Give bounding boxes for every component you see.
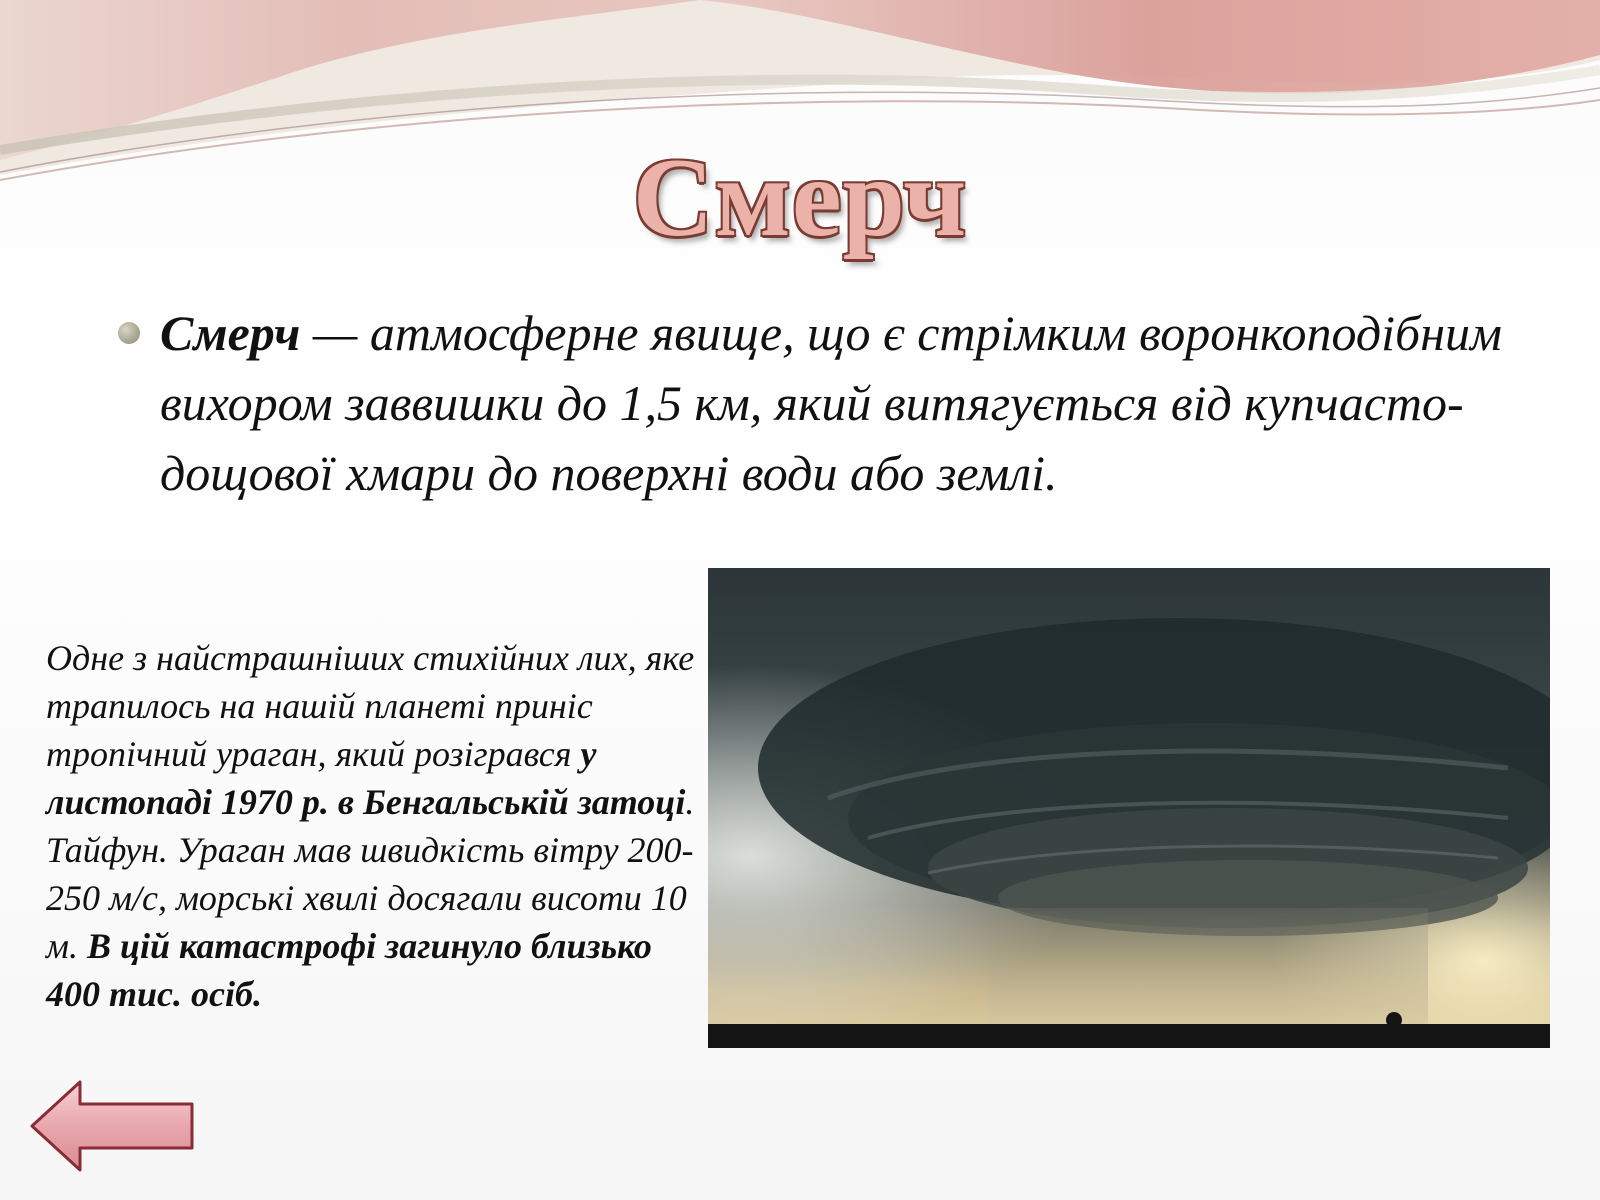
typhoon-note-casualties: В цій катастрофі загинуло близько 400 тис. осіб. <box>46 926 652 1014</box>
typhoon-note-part1: Одне з найстрашніших стихійних лих, яке трапилось на нашій планеті приніс тропічний ураган, який розігрався <box>46 638 695 774</box>
typhoon-note-part3: . Тайфун. Ураган мав швидкість вітру 200-250 м/с, морські хвилі досягали висоти 10 м. <box>46 782 695 966</box>
definition-term: Смерч <box>160 305 301 361</box>
slide-title: Смерч <box>632 136 968 260</box>
storm-illustration <box>708 568 1550 1048</box>
typhoon-note <box>46 634 696 1018</box>
bullet-dot-icon <box>118 322 140 344</box>
definition-body: — атмосферне явище, що є стрімким воронкоподібним вихором заввишки до 1,5 км, який витягується від купчасто-дощової хмари до поверхні води або землі. <box>160 305 1502 501</box>
typhoon-note-location: у листопаді 1970 р. в Бенгальській затоці <box>46 734 686 822</box>
back-button[interactable] <box>28 1078 198 1174</box>
supercell-storm-photo <box>708 568 1550 1048</box>
definition-text <box>160 298 1520 508</box>
left-arrow-icon <box>28 1078 198 1174</box>
